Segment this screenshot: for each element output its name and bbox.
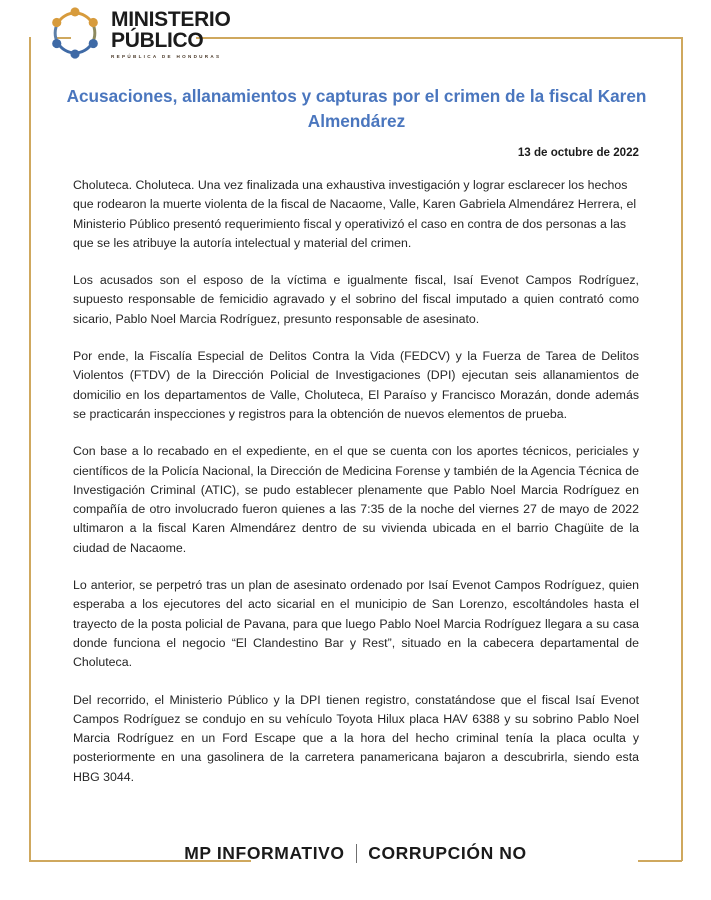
footer-left-label: MP INFORMATIVO <box>184 843 345 863</box>
frame-border-right <box>681 37 683 861</box>
organization-name-line-1: MINISTERIO <box>111 8 231 31</box>
masthead <box>48 6 231 60</box>
body-paragraph: Con base a lo recabado en el expediente, en el que se cuenta con los aportes técnicos, periciales y científicos de la Policía Nacional, la Dirección de Medicina Forense y también de la Agencia Técnica de Investigación Criminal (ATIC), se pudo establecer plenamente que Pablo Noel Marcia Rodríguez en compañía de otro involucrado fueron quienes a las 7:35 de la noche del viernes 27 de mayo de 2022 ultimaron a la fiscal Karen Almendárez dentro de su vivienda ubicada en el barrio Chagüite de la ciudad de Nacaome. <box>73 444 639 555</box>
body-paragraph: Del recorrido, el Ministerio Público y la DPI tienen registro, constatándose que el fiscal Isaí Evenot Campos Rodríguez se condujo en su vehículo Toyota Hilux placa HAV 6388 y su sobrino Pablo Noel Marcia Rodríguez en un Ford Escape que a la hora del hecho criminal tenía la placa oculta y posteriormente en una gasolinera de la carretera panamericana bajaron a descubrirla, siendo esta HBG 3044. <box>73 692 639 784</box>
footer-banner <box>0 843 711 864</box>
article-body <box>73 176 639 787</box>
page-title: Acusaciones, allanamientos y capturas por el crimen de la fiscal Karen Almendárez <box>66 86 647 131</box>
organization-wordmark <box>111 7 231 59</box>
frame-border-left <box>29 37 31 861</box>
organization-tagline: REPÚBLICA DE HONDURAS <box>111 54 222 59</box>
publication-date: 13 de octubre de 2022 <box>517 146 639 159</box>
footer-divider-icon <box>356 844 358 863</box>
organization-name-line-2: PÚBLICO <box>111 29 204 52</box>
body-paragraph: Por ende, la Fiscalía Especial de Delitos Contra la Vida (FEDCV) y la Fuerza de Tarea de Delitos Violentos (FTDV) de la Dirección Policial de Investigaciones (DPI) ejecutan seis allanamientos de domicilio en los departamentos de Valle, Choluteca, El Paraíso y Francisco Morazán, donde además se practicarán inspecciones y registros para la obtención de nuevos elementos de prueba. <box>73 349 639 421</box>
ministerio-publico-logo-icon <box>48 6 102 60</box>
body-paragraph: Choluteca. Choluteca. Una vez finalizada una exhaustiva investigación y lograr esclarecer los hechos que rodearon la muerte violenta de la fiscal de Nacaome, Valle, Karen Gabriela Almendárez Herrera, el Ministerio Público presentó requerimiento fiscal y operativizó el caso en contra de dos personas a las que se les atribuye la autoría intelectual y material del crimen. <box>73 178 637 250</box>
frame-border-top-right-segment <box>196 37 682 39</box>
body-paragraph: Lo anterior, se perpetró tras un plan de asesinato ordenado por Isaí Evenot Campos Rodríguez, quien esperaba a los ejecutores del acto sicarial en el municipio de San Lorenzo, escoltándoles hasta el trayecto de la posta policial de Pavana, para que luego Pablo Noel Marcia Rodríguez llegara a su casa donde funciona el negocio “El Clandestino Bar y Rest”, situado en la cabecera departamental de Choluteca. <box>73 578 639 670</box>
body-paragraph: Los acusados son el esposo de la víctima e igualmente fiscal, Isaí Evenot Campos Rodríguez, supuesto responsable de femicidio agravado y el sobrino del fiscal imputado a quien contrató como sicario, Pablo Noel Marcia Rodríguez, presunto responsable de asesinato. <box>73 273 639 326</box>
footer-right-label: CORRUPCIÓN NO <box>368 843 527 863</box>
